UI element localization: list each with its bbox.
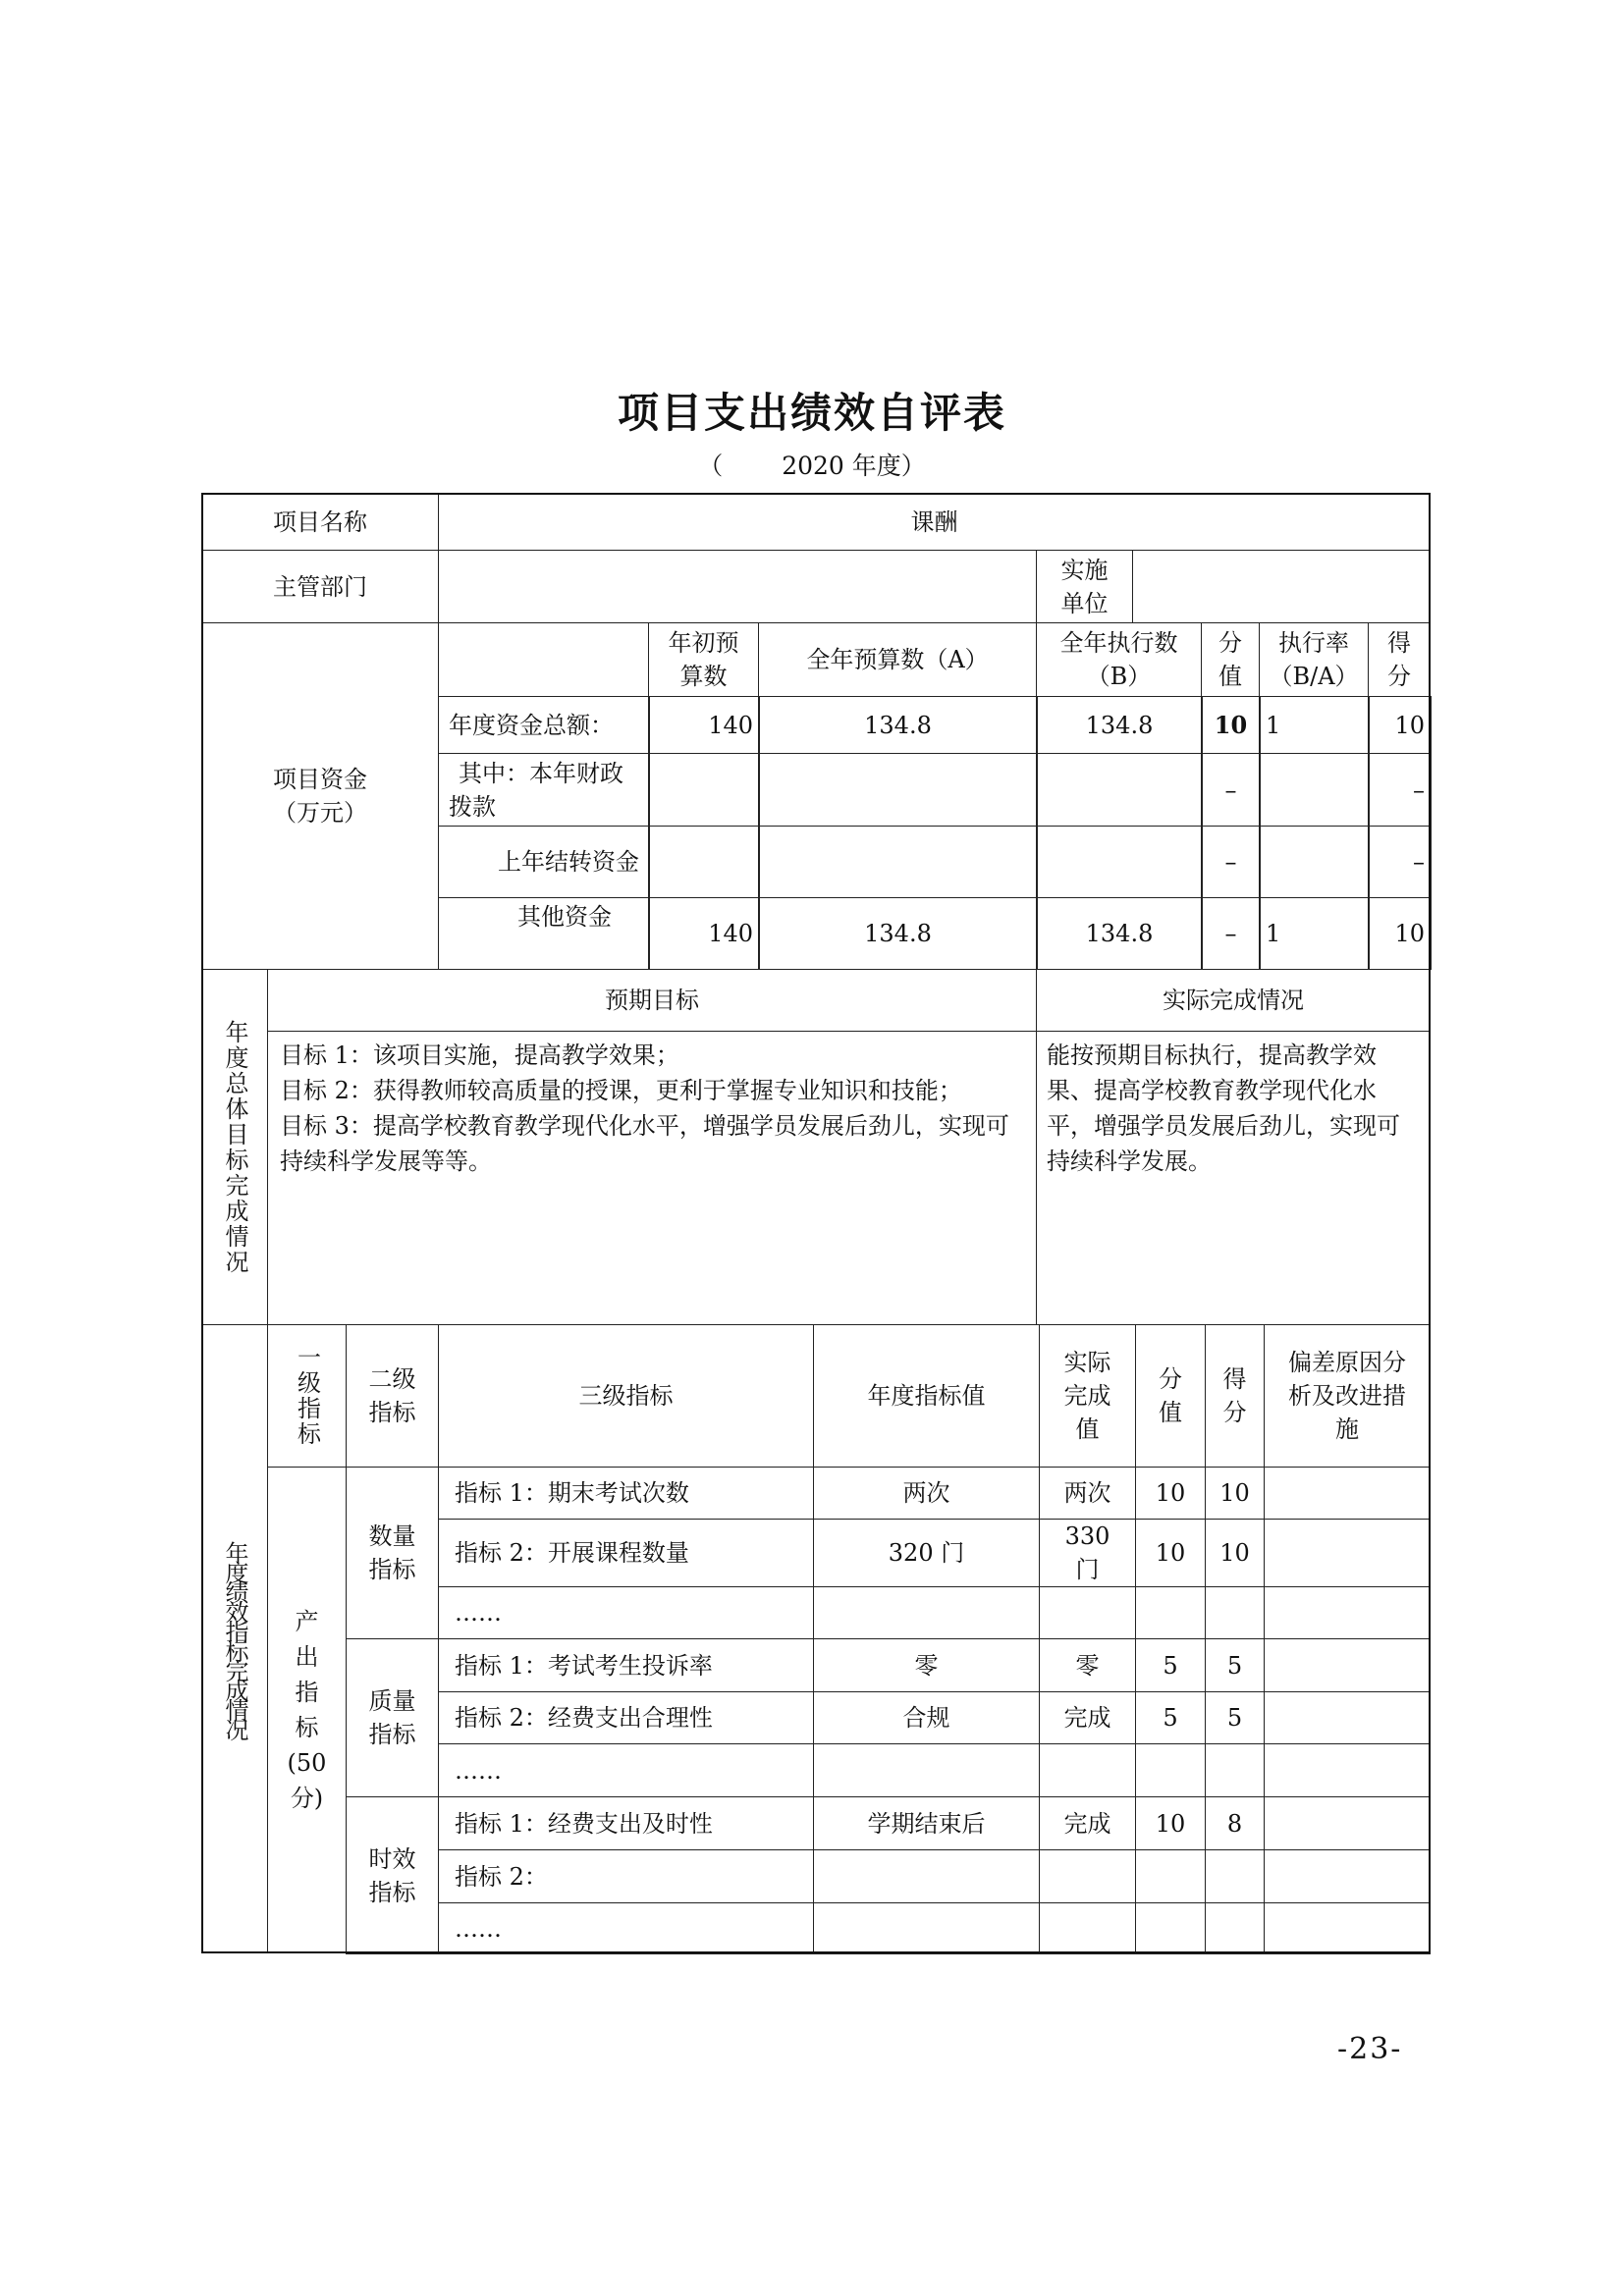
funds-row-3-annual-exec — [1036, 826, 1203, 898]
metrics-g1-row-3-weight — [1135, 1586, 1206, 1639]
metrics-g3-row-1-target: 学期结束后 — [813, 1796, 1040, 1850]
metrics-g2-row-3-deviation — [1264, 1743, 1431, 1797]
year-open-paren: （ — [698, 452, 724, 480]
funds-row-2-score: – — [1368, 753, 1432, 827]
goal-line-2: 目标 2：获得教师较高质量的授课，更利于掌握专业知识和技能； — [280, 1077, 962, 1104]
funds-section-label — [201, 622, 439, 970]
impl-unit-label: 实施单位 — [1036, 550, 1133, 623]
metrics-header-level2: 二级指标 — [346, 1324, 439, 1468]
funds-header-exec-rate: 执行率（B/A） — [1259, 622, 1369, 697]
metrics-g2-row-2-score: 5 — [1205, 1691, 1265, 1744]
project-name-label: 项目名称 — [201, 493, 439, 551]
goals-actual-header: 实际完成情况 — [1036, 969, 1431, 1032]
document-title: 项目支出绩效自评表 — [617, 389, 1006, 437]
project-name-value: 课酬 — [438, 493, 1431, 551]
metrics-g1-row-2-target: 320 门 — [813, 1519, 1040, 1587]
metrics-header-score: 得分 — [1205, 1324, 1265, 1468]
metrics-g3-row-2-target — [813, 1849, 1040, 1903]
funds-row-4-score: 10 — [1368, 897, 1432, 970]
goals-expected-header: 预期目标 — [267, 969, 1037, 1032]
funds-row-1-initial-budget: 140 — [648, 696, 760, 754]
funds-row-2-score-weight: – — [1201, 753, 1261, 827]
metrics-g3-row-2-level3: 指标 2： — [438, 1849, 814, 1903]
metrics-g1-row-2-score: 10 — [1205, 1519, 1265, 1587]
metrics-g3-row-3-actual — [1039, 1902, 1136, 1954]
metrics-g1-row-1-deviation — [1264, 1467, 1431, 1520]
metrics-header-level3: 三级指标 — [438, 1324, 814, 1468]
funds-header-annual-exec: 全年执行数（B） — [1036, 622, 1202, 697]
metrics-g3-row-3-level3: …… — [438, 1902, 814, 1954]
metrics-g1-row-3-score — [1205, 1586, 1265, 1639]
metrics-g1-row-1-score: 10 — [1205, 1467, 1265, 1520]
metrics-g3-row-3-weight — [1135, 1902, 1206, 1954]
metrics-g2-row-2-target: 合规 — [813, 1691, 1040, 1744]
dept-label: 主管部门 — [201, 550, 439, 623]
goals-section-label: 年度总体目标完成情况 — [201, 969, 268, 1325]
funds-section-label-text: 项目资金（万元） — [273, 766, 367, 827]
goals-expected-content — [267, 1031, 1037, 1325]
funds-row-1-annual-exec: 134.8 — [1036, 696, 1203, 754]
funds-header-score-weight: 分值 — [1201, 622, 1260, 697]
metrics-g2-row-1-deviation — [1264, 1638, 1431, 1692]
metrics-g1-row-2-deviation — [1264, 1519, 1431, 1587]
metrics-g3-row-3-score — [1205, 1902, 1265, 1954]
metrics-g1-row-1-actual: 两次 — [1039, 1467, 1136, 1520]
metrics-g1-row-1-weight: 10 — [1135, 1467, 1206, 1520]
funds-row-2-annual-exec — [1036, 753, 1203, 827]
document-year — [0, 447, 1624, 482]
metrics-g3-row-3-deviation — [1264, 1902, 1431, 1954]
metrics-g1-row-1-target: 两次 — [813, 1467, 1040, 1520]
metrics-g1-row-1-level3: 指标 1：期末考试次数 — [438, 1467, 814, 1520]
metrics-g2-row-1-weight: 5 — [1135, 1638, 1206, 1692]
metrics-g2-row-1-target: 零 — [813, 1638, 1040, 1692]
metrics-header-deviation: 偏差原因分析及改进措施 — [1264, 1324, 1431, 1468]
metrics-g2-row-2-weight: 5 — [1135, 1691, 1206, 1744]
goals-actual-text: 能按预期目标执行，提高教学效果、提高学校教育教学现代化水平，增强学员发展后劲儿，实现可持续科学发展。 — [1047, 1041, 1400, 1175]
funds-row-3-label: 上年结转资金 — [438, 826, 650, 898]
funds-header-score: 得分 — [1368, 622, 1431, 697]
metrics-g1-row-3-level3: …… — [438, 1586, 814, 1639]
metrics-level1-output-text: 产出指标(50分) — [287, 1608, 327, 1812]
funds-row-4-exec-rate: 1 — [1259, 897, 1370, 970]
metrics-g1-row-2-actual: 330门 — [1039, 1519, 1136, 1587]
metrics-g2-row-3-target — [813, 1743, 1040, 1797]
metrics-g2-row-1-level3: 指标 1：考试考生投诉率 — [438, 1638, 814, 1692]
metrics-g3-row-2-deviation — [1264, 1849, 1431, 1903]
funds-row-1-exec-rate: 1 — [1259, 696, 1370, 754]
goal-line-1: 目标 1：该项目实施，提高教学效果； — [280, 1041, 679, 1069]
funds-row-1-score-weight: 10 — [1201, 696, 1261, 754]
metrics-g1-row-2-weight: 10 — [1135, 1519, 1206, 1587]
metrics-header-actual: 实际完成值 — [1039, 1324, 1136, 1468]
funds-row-3-initial-budget — [648, 826, 760, 898]
metrics-g3-row-2-actual — [1039, 1849, 1136, 1903]
metrics-g2-row-1-score: 5 — [1205, 1638, 1265, 1692]
funds-row-4-label: 其他资金 — [438, 897, 650, 970]
funds-row-3-annual-budget — [758, 826, 1038, 898]
metrics-level1-output — [267, 1467, 347, 1953]
metrics-level2-group-2: 质量指标 — [346, 1638, 439, 1797]
funds-row-4-annual-exec: 134.8 — [1036, 897, 1203, 970]
funds-header-annual-budget: 全年预算数（A） — [758, 622, 1037, 697]
funds-row-4-score-weight: – — [1201, 897, 1261, 970]
metrics-g2-row-2-deviation — [1264, 1691, 1431, 1744]
metrics-g2-row-1-actual: 零 — [1039, 1638, 1136, 1692]
metrics-g2-row-2-level3: 指标 2：经费支出合理性 — [438, 1691, 814, 1744]
metrics-g2-row-3-actual — [1039, 1743, 1136, 1797]
metrics-header-target: 年度指标值 — [813, 1324, 1040, 1468]
metrics-g1-row-3-deviation — [1264, 1586, 1431, 1639]
metrics-g2-row-3-weight — [1135, 1743, 1206, 1797]
metrics-g3-row-1-level3: 指标 1：经费支出及时性 — [438, 1796, 814, 1850]
funds-header-initial-budget: 年初预算数 — [648, 622, 759, 697]
funds-row-2-label: 其中：本年财政拨款 — [438, 753, 650, 827]
metrics-g1-row-2-level3: 指标 2：开展课程数量 — [438, 1519, 814, 1587]
funds-row-2-annual-budget — [758, 753, 1038, 827]
funds-header-blank — [438, 622, 649, 697]
page-number: -23- — [1337, 2032, 1403, 2066]
metrics-header-level1: 一级指标 — [267, 1324, 347, 1468]
metrics-g3-row-1-weight: 10 — [1135, 1796, 1206, 1850]
metrics-g3-row-1-actual: 完成 — [1039, 1796, 1136, 1850]
metrics-g3-row-1-deviation — [1264, 1796, 1431, 1850]
metrics-g3-row-2-weight — [1135, 1849, 1206, 1903]
metrics-level2-group-3: 时效指标 — [346, 1796, 439, 1954]
impl-unit-value — [1132, 550, 1431, 623]
metrics-g1-row-3-actual — [1039, 1586, 1136, 1639]
funds-row-3-exec-rate — [1259, 826, 1370, 898]
metrics-g1-row-3-target — [813, 1586, 1040, 1639]
year-text: 2020 年度） — [782, 452, 926, 480]
funds-row-2-exec-rate — [1259, 753, 1370, 827]
metrics-level2-group-1: 数量指标 — [346, 1467, 439, 1639]
funds-row-3-score-weight: – — [1201, 826, 1261, 898]
metrics-section-label: 年度绩效指标完成情况 — [201, 1324, 268, 1953]
metrics-header-weight: 分值 — [1135, 1324, 1206, 1468]
goal-line-3: 目标 3：提高学校教育教学现代化水平，增强学员发展后劲儿，实现可持续科学发展等等。 — [280, 1112, 1009, 1175]
metrics-g2-row-3-level3: …… — [438, 1743, 814, 1797]
funds-row-4-annual-budget: 134.8 — [758, 897, 1038, 970]
funds-row-1-label: 年度资金总额： — [438, 696, 650, 754]
metrics-g3-row-3-target — [813, 1902, 1040, 1954]
funds-row-2-initial-budget — [648, 753, 760, 827]
funds-row-1-score: 10 — [1368, 696, 1432, 754]
metrics-g3-row-2-score — [1205, 1849, 1265, 1903]
goals-actual-content — [1036, 1031, 1431, 1325]
funds-row-4-initial-budget: 140 — [648, 897, 760, 970]
metrics-g2-row-3-score — [1205, 1743, 1265, 1797]
metrics-g2-row-2-actual: 完成 — [1039, 1691, 1136, 1744]
funds-row-1-annual-budget: 134.8 — [758, 696, 1038, 754]
metrics-g3-row-1-score: 8 — [1205, 1796, 1265, 1850]
funds-row-3-score: – — [1368, 826, 1432, 898]
dept-value — [438, 550, 1037, 623]
